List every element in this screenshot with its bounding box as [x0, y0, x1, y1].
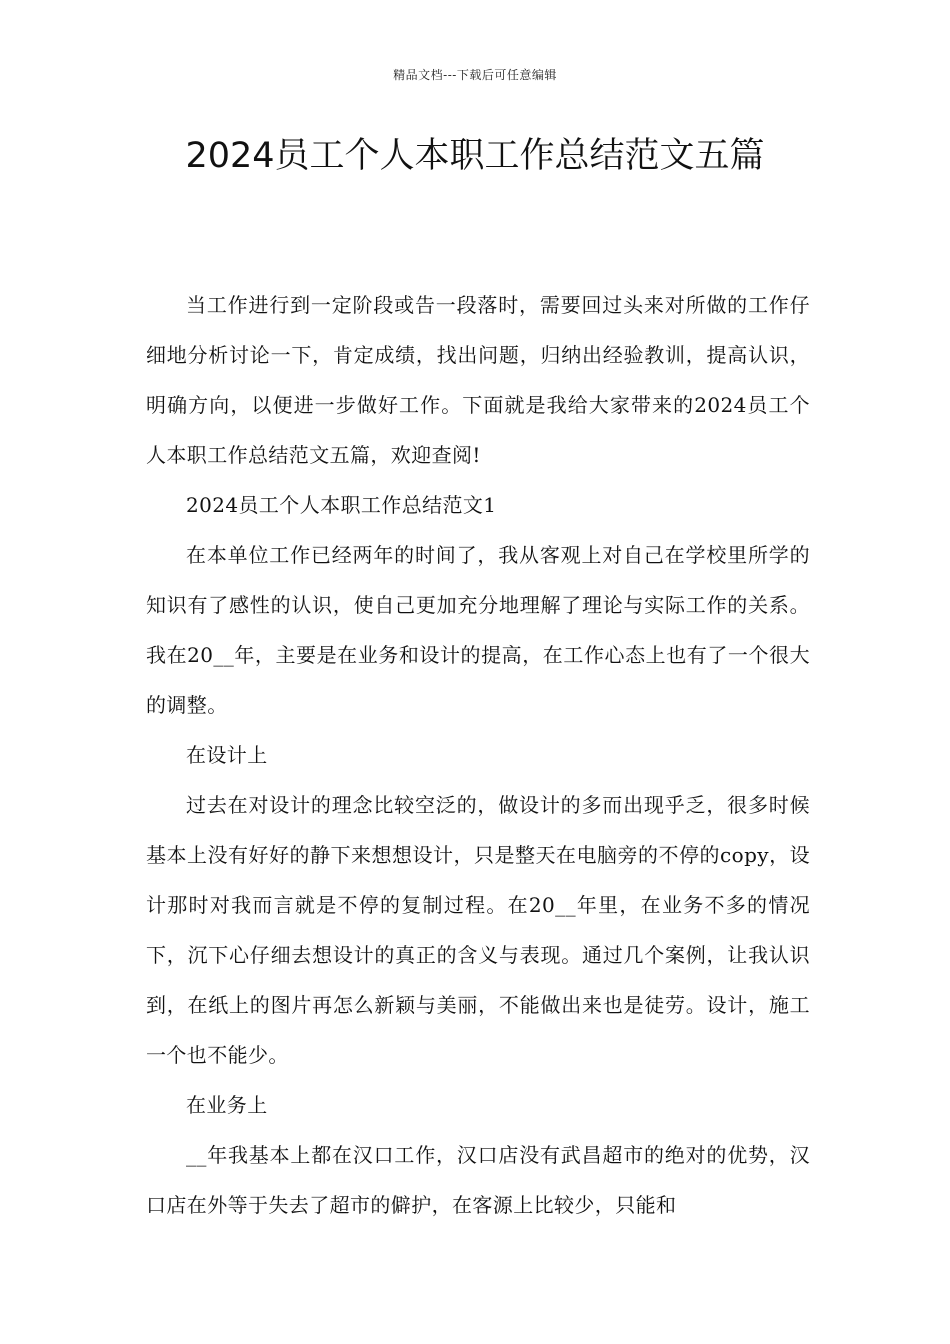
document-title: 2024员工个人本职工作总结范文五篇	[185, 136, 765, 176]
subsection-heading: 在设计上	[186, 743, 268, 767]
body-paragraph: 在本单位工作已经两年的时间了，我从客观上对自己在学校里所学的知识有了感性的认识，使自己更加充分地理解了理论与实际工作的关系。我在20__年，主要是在业务和设计的提高，在工作心态上也有了一个很大的调整。	[146, 543, 810, 717]
intro-paragraph: 当工作进行到一定阶段或告一段落时，需要回过头来对所做的工作仔细地分析讨论一下，肯定成绩，找出问题，归纳出经验教训，提高认识，明确方向，以便进一步做好工作。下面就是我给大家带来的2024员工个人本职工作总结范文五篇，欢迎查阅!	[146, 293, 810, 467]
subsection-heading: 在业务上	[186, 1093, 268, 1117]
document-body	[146, 280, 810, 1230]
header-note: 精品文档---下载后可任意编辑	[393, 68, 557, 82]
section-heading: 2024员工个人本职工作总结范文1	[186, 493, 497, 517]
body-paragraph: __年我基本上都在汉口工作，汉口店没有武昌超市的绝对的优势，汉口店在外等于失去了超市的僻护，在客源上比较少，只能和	[146, 1143, 810, 1217]
body-paragraph: 过去在对设计的理念比较空泛的，做设计的多而出现乎乏，很多时候基本上没有好好的静下来想想设计，只是整天在电脑旁的不停的copy，设计那时对我而言就是不停的复制过程。在20__年里，在业务不多的情况下，沉下心仔细去想设计的真正的含义与表现。通过几个案例，让我认识到，在纸上的图片再怎么新颖与美丽，不能做出来也是徒劳。设计，施工一个也不能少。	[146, 793, 810, 1067]
